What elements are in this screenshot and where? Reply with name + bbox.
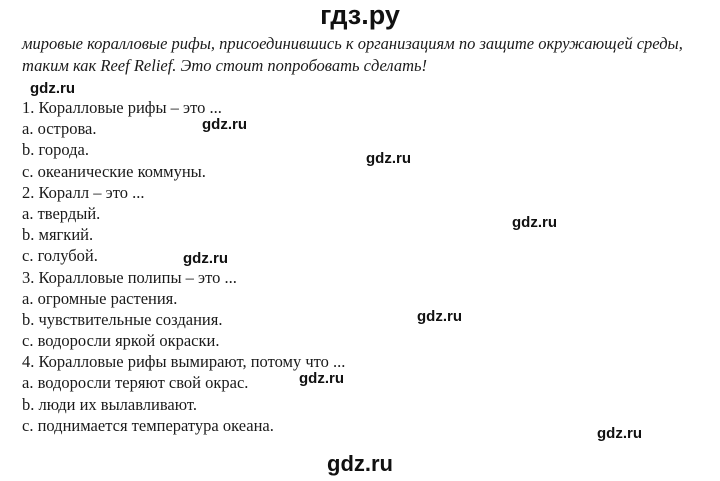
watermark: gdz.ru xyxy=(299,370,344,387)
option-4b: b. люди их вылавливают. xyxy=(22,394,197,414)
option-4a: a. водоросли теряют свой окрас. xyxy=(22,373,249,393)
option-1a: a. острова. xyxy=(22,119,97,139)
watermark: gdz.ru xyxy=(183,250,228,267)
intro-paragraph: мировые коралловые рифы, присоединившись к организациям по защите окружающей среды, таким как Reef Relief. Это стоит попробовать сделать! xyxy=(22,34,683,75)
option-2b: b. мягкий. xyxy=(22,225,94,245)
option-3a: a. огромные растения. xyxy=(22,288,178,308)
option-3c: c. водоросли яркой окраски. xyxy=(22,331,220,351)
watermark: gdz.ru xyxy=(417,308,462,325)
watermark: gdz.ru xyxy=(512,214,557,231)
watermark: gdz.ru xyxy=(366,150,411,167)
option-2a: a. твердый. xyxy=(22,203,101,223)
option-3b: b. чувствительные создания. xyxy=(22,309,223,329)
option-1c: c. океанические коммуны. xyxy=(22,161,206,181)
watermark: gdz.ru xyxy=(597,425,642,442)
watermark: gdz.ru xyxy=(30,80,75,97)
footer-site-name: gdz.ru xyxy=(327,451,393,476)
watermark: gdz.ru xyxy=(202,116,247,133)
option-4c: c. поднимается температура океана. xyxy=(22,415,274,435)
question-4: 4. Коралловые рифы вымирают, потому что ... xyxy=(22,352,346,372)
question-2: 2. Коралл – это ... xyxy=(22,182,145,202)
page-header-site-title: гдз.ру xyxy=(320,0,400,30)
option-2c: c. голубой. xyxy=(22,246,98,266)
question-3: 3. Коралловые полипы – это ... xyxy=(22,267,237,287)
option-1b: b. города. xyxy=(22,140,89,160)
question-1: 1. Коралловые рифы – это ... xyxy=(22,98,222,117)
